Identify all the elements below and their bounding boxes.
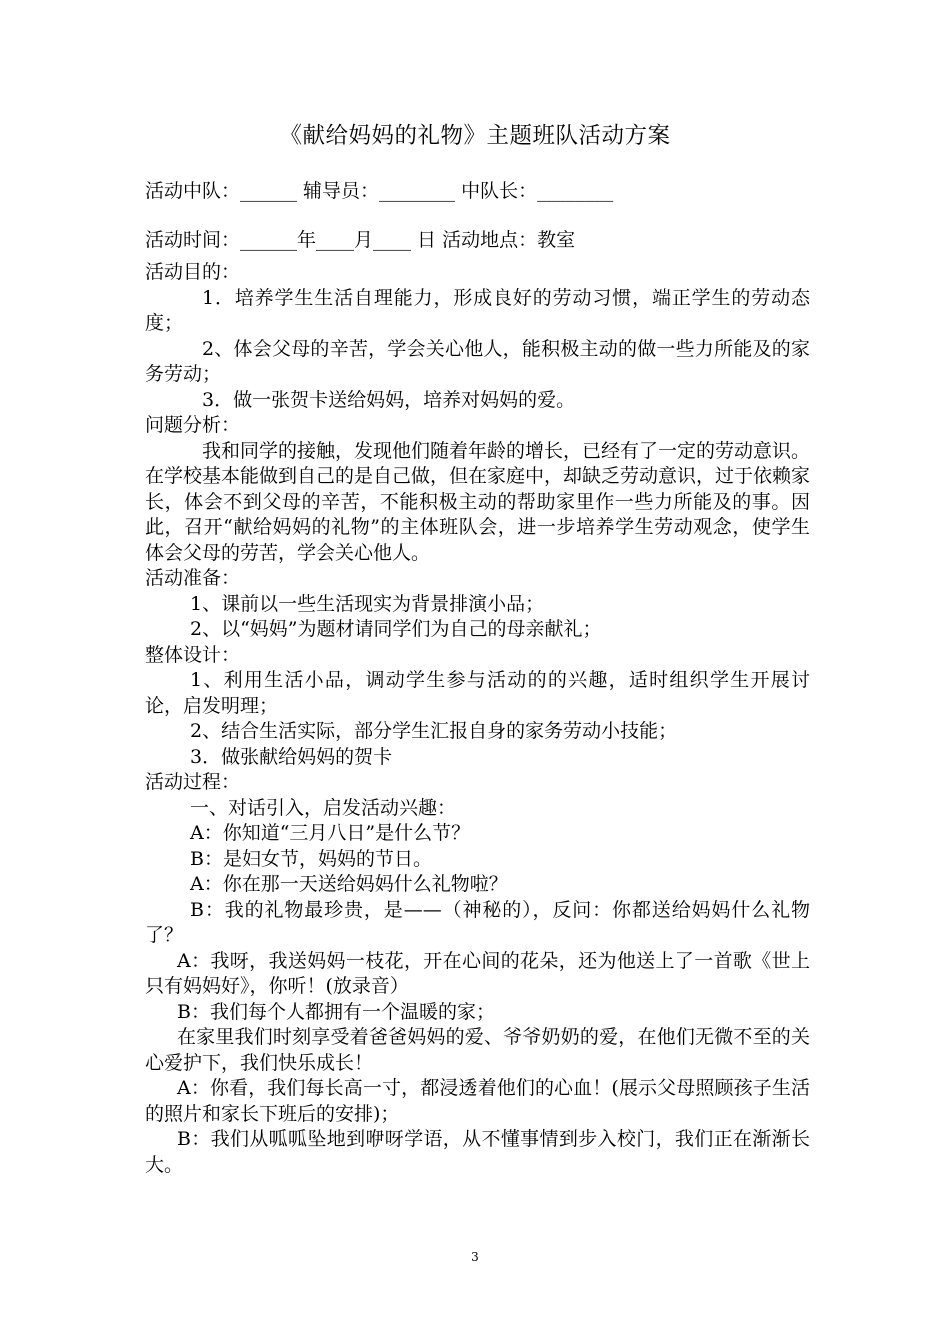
header-line-time-place: 活动时间：______年____月____ 日 活动地点：教室 [145, 229, 576, 251]
paragraph: B：我们每个人都拥有一个温暖的家； [177, 1000, 495, 1023]
header-line-team: 活动中队：______ 辅导员：________ 中队长：________ [145, 180, 614, 202]
paragraph: B：我的礼物最珍贵，是——（神秘的），反问：你都送给妈妈什么礼物了？ [145, 898, 810, 946]
paragraph: A：你看，我们每长高一寸，都浸透着他们的心血！(展示父母照顾孩子生活的照片和家长下班后的安排)； [145, 1077, 810, 1125]
paragraph: 3．做张献给妈妈的贺卡 [190, 745, 393, 768]
paragraph: A：你知道“三月八日”是什么节？ [190, 822, 471, 844]
paragraph: B：我们从呱呱坠地到咿呀学语，从不懂事情到步入校门，我们正在渐渐长大。 [145, 1128, 810, 1176]
paragraph: 在家里我们时刻享受着爸爸妈妈的爱、爷爷奶奶的爱，在他们无微不至的关心爱护下，我们快乐成长！ [145, 1026, 810, 1074]
paragraph: 问题分析： [145, 414, 241, 436]
paragraph: 3．做一张贺卡送给妈妈，培养对妈妈的爱。 [202, 388, 576, 411]
paragraph: 2、以“妈妈”为题材请同学们为自己的母亲献礼； [190, 618, 602, 640]
paragraph: 2、体会父母的辛苦，学会关心他人，能积极主动的做一些力所能及的家务劳动； [145, 337, 810, 385]
page-number: 3 [471, 1250, 479, 1264]
paragraph: 1．培养学生生活自理能力，形成良好的劳动习惯，端正学生的劳动态度； [145, 286, 810, 334]
document-body [145, 260, 810, 1178]
paragraph: 我和同学的接触，发现他们随着年龄的增长，已经有了一定的劳动意识。在学校基本能做到自己的是自己做，但在家庭中，却缺乏劳动意识，过于依赖家长，体会不到父母的辛苦，不能积极主动的帮助家里作一些力所能及的事。因此，召开“献给妈妈的礼物”的主体班队会，进一步培养学生劳动观念，使学生体会父母的劳苦，学会关心他人。 [145, 439, 811, 564]
paragraph: A：你在那一天送给妈妈什么礼物啦？ [190, 873, 508, 895]
paragraph: 1、课前以一些生活现实为背景排演小品； [190, 592, 545, 615]
paragraph: 2、结合生活实际，部分学生汇报自身的家务劳动小技能； [190, 720, 678, 742]
document-title: 《献给妈妈的礼物》主题班队活动方案 [279, 123, 671, 149]
paragraph: 一、对话引入，启发活动兴趣： [190, 796, 457, 819]
paragraph: 活动准备： [145, 567, 241, 589]
paragraph: A：我呀，我送妈妈一枝花，开在心间的花朵，还为他送上了一首歌《世上只有妈妈好》，你听！(放录音） [145, 949, 810, 997]
paragraph: 1、利用生活小品，调动学生参与活动的的兴趣，适时组织学生开展讨论，启发明理； [145, 669, 810, 717]
paragraph: 活动目的： [145, 261, 241, 283]
paragraph: 整体设计： [145, 643, 241, 666]
paragraph: 活动过程： [145, 771, 241, 793]
paragraph: B：是妇女节，妈妈的节日。 [190, 847, 432, 870]
